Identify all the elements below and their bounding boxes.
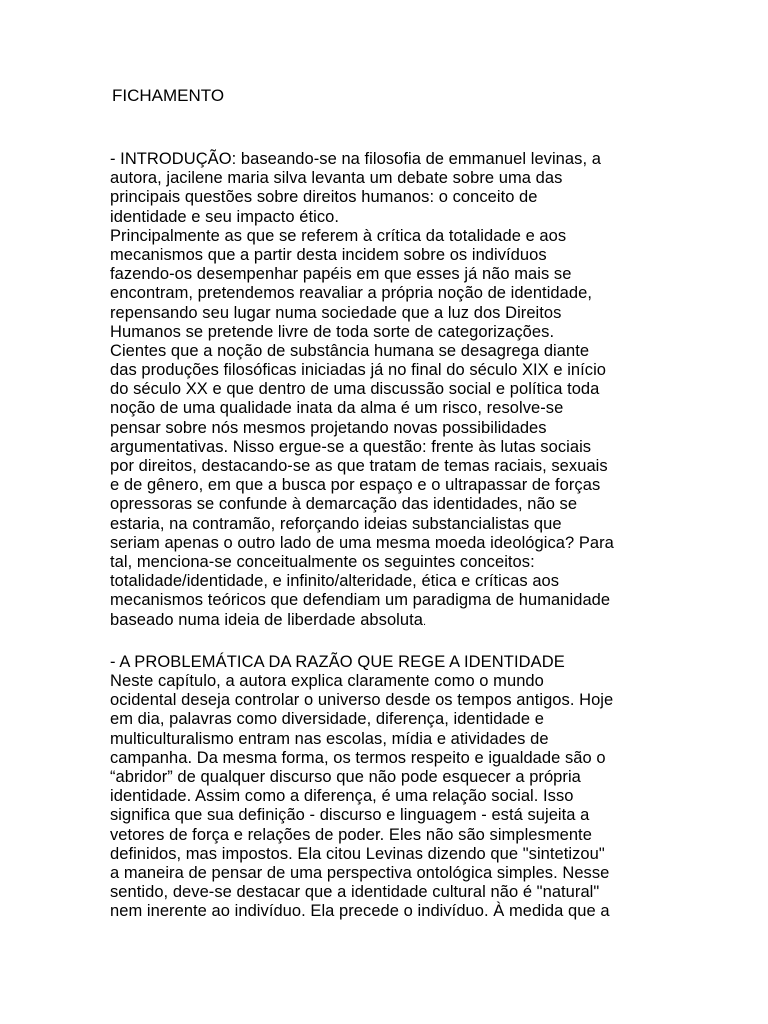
text-line [110, 883, 710, 902]
text-line [110, 710, 710, 729]
text-line [110, 611, 710, 630]
text-line [110, 845, 710, 864]
text-line [110, 902, 710, 921]
text-line-content: encontram, pretendemos reavaliar a própria noção de identidade, [110, 284, 592, 303]
text-line [110, 806, 710, 825]
text-line [110, 323, 710, 342]
text-line-content: mecanismos teóricos que defendiam um paradigma de humanidade [110, 591, 611, 610]
section2-heading-block [110, 653, 710, 672]
text-line-content: “abridor” de qualquer discurso que não pode esquecer a própria [110, 767, 581, 786]
text-line [110, 438, 710, 457]
text-line [110, 457, 710, 476]
text-line [110, 342, 710, 361]
text-line [110, 227, 710, 246]
text-line-content: sentido, deve-se destacar que a identidade cultural não é "natural" [110, 883, 600, 902]
text-line-content: em dia, palavras como diversidade, diferença, identidade e [110, 710, 544, 729]
text-line [110, 515, 710, 534]
text-line [110, 150, 710, 169]
text-line-content: argumentativas. Nisso ergue-se a questão: frente às lutas sociais [110, 437, 592, 456]
text-line [110, 380, 710, 399]
text-line [110, 749, 710, 768]
text-line [110, 361, 710, 380]
text-line-content: das produções filosóficas iniciadas já no final do século XIX e início [110, 361, 607, 380]
text-line-content: mecanismos que a partir desta incidem sobre os indivíduos [110, 245, 547, 264]
text-line [110, 304, 710, 323]
text-line-content: ocidental deseja controlar o universo desde os tempos antigos. Hoje [110, 691, 614, 710]
text-line [110, 476, 710, 495]
text-line-content: multiculturalismo entram nas escolas, mídia e atividades de [110, 729, 549, 748]
text-line-content: do século XX e que dentro de uma discussão social e política toda [110, 380, 600, 399]
text-line-content: por direitos, destacando-se as que tratam de temas raciais, sexuais [110, 457, 608, 475]
text-line [110, 265, 710, 284]
text-line-content: e de gênero, em que a busca por espaço e o ultrapassar de forças [110, 476, 601, 495]
text-line [110, 768, 710, 787]
text-line-content: tal, menciona-se conceitualmente os seguintes conceitos: [110, 552, 535, 571]
end-mark: . [423, 615, 427, 628]
text-line-content: Principalmente as que se referem à crítica da totalidade e aos [110, 226, 567, 245]
text-line-content: seriam apenas o outro lado de uma mesma moeda ideológica? Para [110, 533, 614, 552]
text-line-content: pensar sobre nós mesmos projetando novas possibilidades [110, 418, 547, 437]
text-line [110, 419, 710, 438]
text-line-content: Humanos se pretende livre de toda sorte de categorizações. [110, 322, 555, 341]
text-line-content: opressoras se confunde à demarcação das identidades, não se [110, 495, 578, 514]
text-line [110, 553, 710, 572]
text-line-content: campanha. Da mesma forma, os termos respeito e igualdade são o [110, 748, 606, 767]
text-line-content: definidos, mas impostos. Ela citou Levinas dizendo que "sintetizou" [110, 844, 605, 863]
text-line [110, 284, 710, 303]
document-title: FICHAMENTO [112, 86, 225, 105]
text-line-content: noção de uma qualidade inata da alma é um risco, resolve-se [110, 399, 564, 418]
text-line-content: identidade e seu impacto ético. [110, 207, 340, 226]
text-line-content: Neste capítulo, a autora explica claramente como o mundo [110, 672, 544, 690]
text-line [110, 495, 710, 514]
text-line [110, 572, 710, 591]
text-line [110, 672, 710, 691]
text-line [110, 730, 710, 749]
text-line-content: totalidade/identidade, e infinito/alteridade, ética e críticas aos [110, 572, 560, 591]
text-line-content: autora, jacilene maria silva levanta um debate sobre uma das [110, 169, 563, 188]
text-line [110, 787, 710, 806]
text-line-content: identidade. Assim como a diferença, é uma relação social. Isso [110, 787, 574, 806]
text-line-content: - INTRODUÇÃO: baseando-se na filosofia de emmanuel levinas, a [110, 150, 601, 168]
text-line-content: Cientes que a noção de substância humana se desagrega diante [110, 341, 590, 360]
text-line [110, 169, 710, 188]
section2-body [110, 672, 710, 921]
text-line-content: repensando seu lugar numa sociedade que a luz dos Direitos [110, 303, 562, 322]
introduction-section [110, 150, 710, 630]
section2-heading: - A PROBLEMÁTICA DA RAZÃO QUE REGE A IDENTIDADE [110, 653, 565, 671]
text-line-content: baseado numa ideia de liberdade absoluta [110, 610, 423, 629]
text-line-content: vetores de força e relações de poder. Eles não são simplesmente [110, 825, 592, 844]
text-line [110, 208, 710, 227]
text-line-content: principais questões sobre direitos humanos: o conceito de [110, 188, 538, 207]
text-line [110, 534, 710, 553]
text-line [110, 864, 710, 883]
text-line [110, 188, 710, 207]
text-line-content: nem inerente ao indivíduo. Ela precede o indivíduo. À medida que a [110, 902, 610, 921]
text-line [110, 826, 710, 845]
text-line [110, 246, 710, 265]
text-line-content: a maneira de pensar de uma perspectiva ontológica simples. Nesse [110, 863, 610, 882]
text-line-content: estaria, na contramão, reforçando ideias substancialistas que [110, 514, 562, 533]
text-line [110, 691, 710, 710]
text-line [110, 591, 710, 610]
text-line-content: significa que sua definição - discurso e linguagem - está sujeita a [110, 806, 590, 825]
text-line [110, 399, 710, 418]
text-line-content: fazendo-os desempenhar papéis em que esses já não mais se [110, 265, 572, 284]
